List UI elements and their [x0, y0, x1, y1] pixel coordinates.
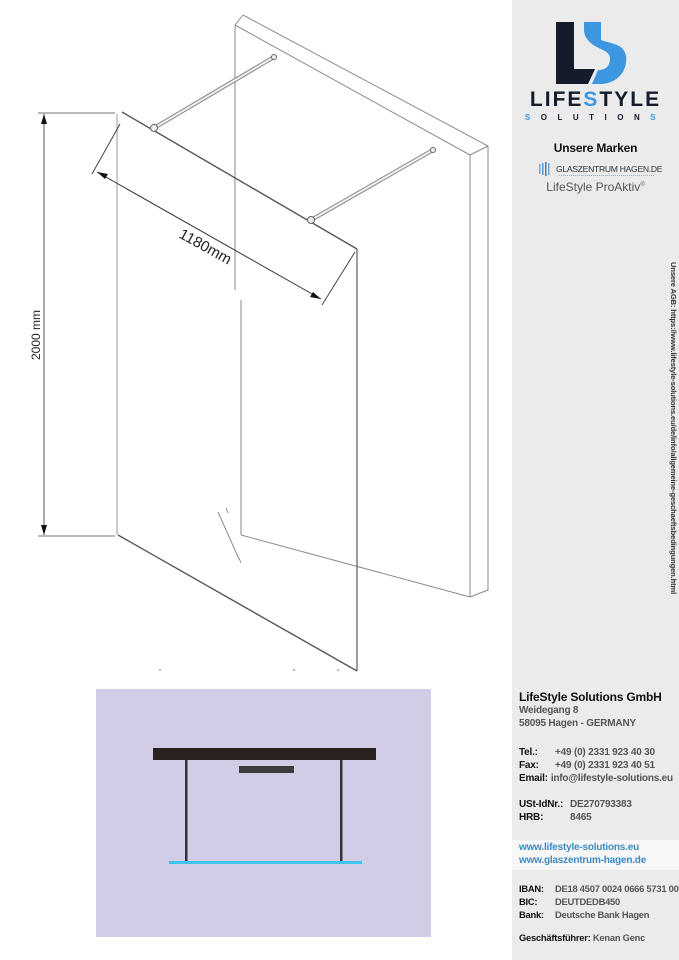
- bank-value: Deutsche Bank Hagen: [555, 909, 650, 920]
- bank-row: [519, 908, 679, 921]
- glass-panel: [117, 112, 357, 671]
- svg-text:LIFESTYLE: LIFESTYLE: [529, 88, 662, 111]
- bank-label: Bank:: [519, 909, 544, 920]
- agb-link-vertical[interactable]: [664, 262, 678, 602]
- management-label: Geschäftsführer:: [519, 932, 591, 943]
- iban-label: IBAN:: [519, 883, 544, 894]
- company-sidebar: [512, 0, 679, 960]
- bic-label: BIC:: [519, 896, 538, 907]
- agb-text: Unsere AGB: https://www.lifestyle-solutions.eu/de/info/allgemeine-geschaeftsbedingungen.html: [669, 262, 678, 595]
- email-value[interactable]: info@lifestyle-solutions.eu: [550, 773, 673, 784]
- floor-ticks: [160, 669, 338, 671]
- hrb-row: [519, 811, 673, 824]
- wall-bar: [153, 748, 376, 760]
- bic-row: [519, 895, 679, 908]
- tel-row: [519, 746, 673, 759]
- brands-title: Unsere Marken: [553, 141, 638, 155]
- ust-value: DE270793383: [570, 799, 632, 810]
- contact-block: [519, 746, 673, 824]
- handle-bar: [239, 766, 294, 773]
- brand-proaktiv[interactable]: [512, 180, 679, 194]
- brand-tagline-divider: [559, 175, 654, 177]
- email-row: [519, 772, 673, 785]
- company-block: [519, 690, 679, 730]
- fax-row: [519, 759, 673, 772]
- glass-line: [169, 861, 362, 864]
- fax-value: +49 (0) 2331 923 40 51: [555, 760, 655, 771]
- fax-label: Fax:: [519, 760, 539, 771]
- website-links-band: [512, 840, 679, 870]
- tel-value[interactable]: +49 (0) 2331 923 40 30: [555, 747, 655, 758]
- post-right: [340, 760, 343, 862]
- tel-label: Tel.:: [519, 747, 538, 758]
- website-link-lifestyle[interactable]: www.lifestyle-solutions.eu: [519, 842, 640, 853]
- width-dimension: [92, 124, 355, 305]
- company-street: Weidegang 8: [519, 705, 579, 716]
- hrb-label: HRB:: [519, 812, 544, 823]
- brand-glaszentrum-label: GLASZENTRUM HAGEN.DE: [556, 164, 663, 174]
- ust-row: [519, 798, 673, 811]
- registered-mark: ®: [640, 182, 645, 188]
- lifestyle-solutions-logo: [512, 14, 679, 126]
- top-view-diagram: [96, 689, 431, 937]
- bic-value: DEUTDEDB450: [555, 896, 620, 907]
- ust-label: USt-IdNr.:: [519, 799, 564, 810]
- brand-proaktiv-label: LifeStyle ProAktiv: [546, 180, 641, 194]
- svg-text:SOLUTIONS: SOLUTIONS: [524, 113, 667, 122]
- company-name: LifeStyle Solutions GmbH: [519, 690, 662, 704]
- post-left: [185, 760, 188, 862]
- hrb-value: 8465: [570, 812, 592, 823]
- height-dimension-label: 2000 mm: [29, 309, 43, 360]
- glaszentrum-bars-icon: [539, 162, 553, 176]
- iban-value: DE18 4507 0024 0666 5731 00: [555, 883, 679, 894]
- stabilizer-bar-top: [151, 55, 277, 132]
- management-row: [519, 932, 645, 943]
- iban-row: [519, 882, 679, 895]
- width-dimension-label: 1180mm: [176, 225, 235, 269]
- stabilizer-bar-bottom: [308, 148, 436, 224]
- company-city: 58095 Hagen - GERMANY: [519, 718, 636, 729]
- email-label: Email:: [519, 773, 548, 784]
- wall-slab: [235, 15, 488, 597]
- management-value: Kenan Genc: [592, 932, 646, 943]
- website-link-glaszentrum[interactable]: www.glaszentrum-hagen.de: [519, 855, 647, 866]
- bank-block: [519, 882, 679, 921]
